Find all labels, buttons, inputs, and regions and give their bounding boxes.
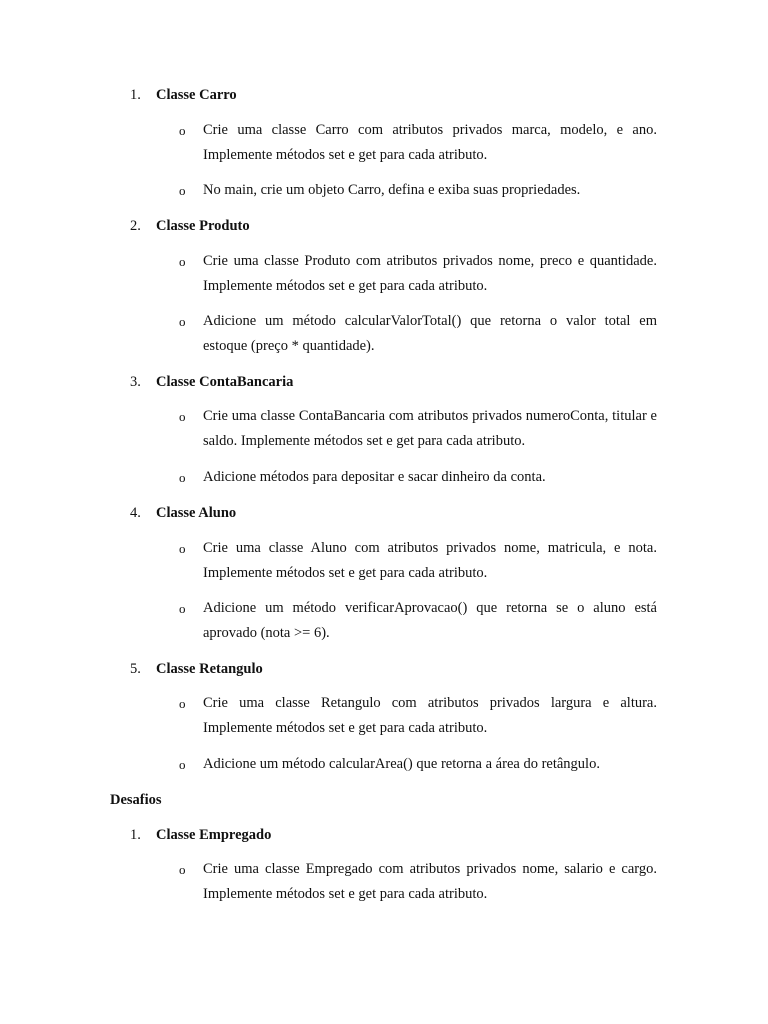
list-item-5-title [130, 660, 263, 678]
desafios-item-1-bullet-1 [179, 857, 657, 907]
section-title: Classe Carro [156, 87, 237, 103]
section-title: Classe Retangulo [156, 661, 263, 677]
bullet-marker: o [179, 183, 186, 198]
list-item-2-bullet-1 [179, 249, 657, 299]
list-item-3-bullet-1 [179, 404, 657, 454]
bullet-marker: o [179, 541, 186, 556]
bullet-marker: o [179, 757, 186, 772]
list-number: 5. [130, 661, 141, 677]
list-item-4-title [130, 504, 236, 522]
bullet-text: Adicione métodos para depositar e sacar dinheiro da conta. [203, 469, 546, 485]
bullet-text: No main, crie um objeto Carro, defina e exiba suas propriedades. [203, 182, 581, 198]
bullet-text: Crie uma classe Aluno com atributos privados nome, matricula, e nota. Implemente métodos set e get para cada atributo. [203, 540, 657, 581]
list-item-2-title [130, 217, 250, 235]
bullet-text: Crie uma classe Carro com atributos privados marca, modelo, e ano. Implemente métodos set e get para cada atributo. [203, 122, 657, 163]
section-title: Classe Produto [156, 218, 250, 234]
list-item-1-bullet-2 [179, 178, 657, 203]
desafios-item-1-title [130, 826, 271, 844]
bullet-marker: o [179, 601, 186, 616]
list-number: 3. [130, 374, 141, 390]
section-title: Classe Empregado [156, 827, 272, 843]
list-item-4-bullet-2 [179, 596, 657, 646]
bullet-text: Adicione um método calcularArea() que retorna a área do retângulo. [203, 756, 600, 772]
list-item-1-bullet-1 [179, 118, 657, 168]
list-item-3-bullet-2 [179, 465, 657, 490]
bullet-marker: o [179, 123, 186, 138]
list-number: 4. [130, 505, 141, 521]
list-item-2-bullet-2 [179, 309, 657, 359]
bullet-marker: o [179, 696, 186, 711]
bullet-marker: o [179, 409, 186, 424]
bullet-marker: o [179, 470, 186, 485]
bullet-marker: o [179, 862, 186, 877]
bullet-text: Crie uma classe Produto com atributos privados nome, preco e quantidade. Implemente métodos set e get para cada atributo. [203, 253, 657, 294]
bullet-text: Adicione um método calcularValorTotal() que retorna o valor total em estoque (preço * quantidade). [203, 313, 657, 354]
bullet-text: Crie uma classe Empregado com atributos privados nome, salario e cargo. Implemente métodos set e get para cada atributo. [203, 861, 657, 902]
bullet-text: Adicione um método verificarAprovacao() que retorna se o aluno está aprovado (nota >= 6). [203, 600, 657, 641]
bullet-text: Crie uma classe ContaBancaria com atributos privados numeroConta, titular e saldo. Implemente métodos set e get para cada atributo. [203, 408, 657, 449]
list-item-5-bullet-2 [179, 752, 657, 777]
desafios-heading: Desafios [110, 792, 162, 808]
list-item-1-title [130, 86, 237, 104]
section-title: Classe ContaBancaria [156, 374, 294, 390]
list-number: 1. [130, 87, 141, 103]
bullet-marker: o [179, 314, 186, 329]
list-item-4-bullet-1 [179, 536, 657, 586]
section-title: Classe Aluno [156, 505, 237, 521]
bullet-text: Crie uma classe Retangulo com atributos privados largura e altura. Implemente métodos set e get para cada atributo. [203, 695, 657, 736]
list-number: 2. [130, 218, 141, 234]
list-item-5-bullet-1 [179, 691, 657, 741]
bullet-marker: o [179, 254, 186, 269]
list-number: 1. [130, 827, 141, 843]
list-item-3-title [130, 373, 293, 391]
